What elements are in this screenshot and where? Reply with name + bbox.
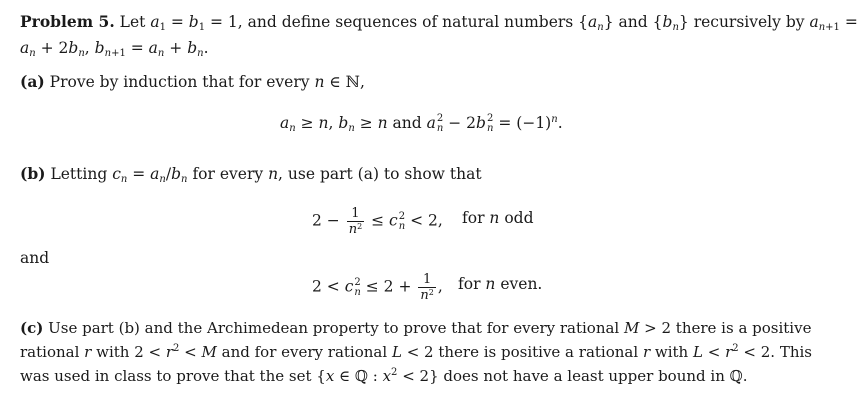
part-c-text: and for every rational — [221, 343, 388, 361]
part-b-statement: (b) Letting $c_n = a_n/b_n$ for every n, use part (a) to show that — [20, 164, 482, 185]
and-word: and — [20, 249, 50, 267]
problem-intro-line-1: Problem 5. Let $a_1 = b_1 = 1$, and define sequences of natural numbers $\{a_n\}$ and $\{b_n\}$ recursively by $a_{n+1}$ = — [20, 12, 858, 33]
intro-text: Let — [119, 13, 146, 31]
part-b-and — [20, 248, 49, 268]
part-b-label: (b) — [20, 164, 46, 183]
part-c-text: . This — [770, 343, 812, 361]
part-c-line-1: (c) Use part (b) and the Archimedean property to prove that for every rational M > 2 there is a positive — [20, 319, 812, 337]
part-b-text: Letting — [50, 165, 108, 183]
part-c-text: was used in class to prove that the set — [20, 367, 312, 385]
part-a-statement: (a) Prove by induction that for every n ∈ ℕ, — [20, 72, 365, 91]
part-a-label: (a) — [20, 72, 45, 91]
part-c-text: with — [96, 343, 130, 361]
intro-text: and — [618, 13, 648, 31]
part-c-line-3: was used in class to prove that the set {x ∈ ℚ : $x^2 < 2$} does not have a least upper bound in ℚ. — [20, 367, 748, 385]
part-c-text: rational — [20, 343, 80, 361]
part-a-text: Prove by induction that for every — [49, 73, 310, 91]
part-b-odd-condition: for n odd — [462, 209, 534, 227]
part-c-text: Use part (b) and the Archimedean property to prove that for every rational — [48, 319, 620, 337]
part-c-text: with — [654, 343, 689, 361]
fraction-one-over-n-squared: $\frac{1}{n^2}$ — [348, 206, 363, 237]
part-b-even-inequality: 2 < c 2 n ≤ 2 + $\frac{1}{n^2}$ , — [312, 272, 443, 303]
even-word: even. — [500, 275, 543, 293]
part-b-odd-inequality: 2 − $\frac{1}{n^2}$ ≤ c 2 n < 2, — [312, 206, 443, 237]
and-word: and — [392, 114, 422, 132]
part-c-text: there is a positive — [675, 319, 812, 337]
intro-text: , and define sequences of natural numbers — [237, 13, 574, 31]
part-b-even-condition: for n even. — [458, 275, 543, 293]
part-c-line-2: rational r with $2 < r^2 < M$ and for every rational L < 2 there is positive a rational r with $L < r^2 < 2$. This — [20, 343, 812, 361]
part-c-text: does not have a least upper bound in — [443, 367, 725, 385]
part-c-label: (c) — [20, 319, 44, 337]
problem-heading: Problem 5. — [20, 12, 115, 31]
part-b-text: , use part (a) to show that — [278, 165, 482, 183]
for-word: for — [462, 209, 485, 227]
odd-word: odd — [504, 209, 534, 227]
part-c-text: there is positive a rational — [438, 343, 639, 361]
fraction-one-over-n-squared: $\frac{1}{n^2}$ — [420, 272, 434, 303]
problem-intro-line-2: $a_n + 2b_n$, $b_{n+1} = a_n + b_n$. — [20, 39, 209, 59]
intro-text: recursively by — [693, 13, 805, 31]
part-a-display-equation: $a_n \ge n$, $b_n \ge n$ and a 2 n − 2b 2 n = $(-1)^n$. — [280, 113, 563, 134]
for-word: for — [458, 275, 481, 293]
part-b-text: for every — [192, 165, 264, 183]
separator: , — [84, 39, 90, 57]
